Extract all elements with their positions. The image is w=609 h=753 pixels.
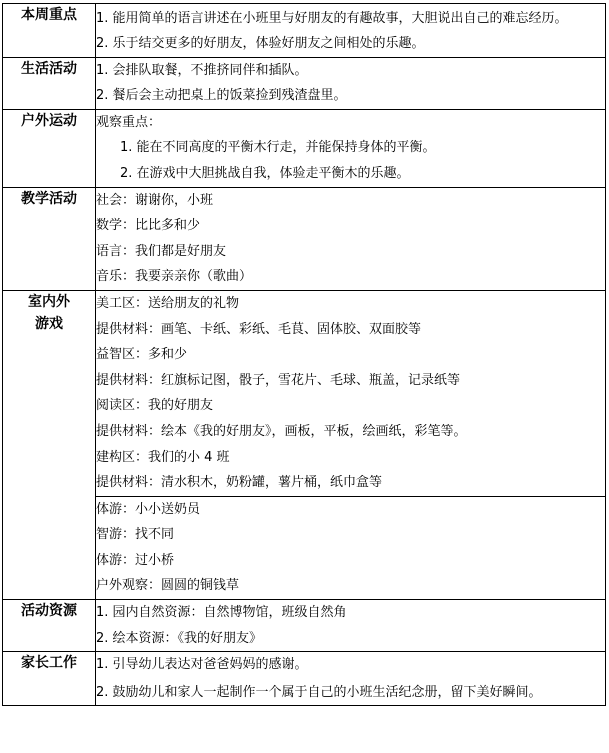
game-item: 体游：过小桥	[96, 552, 175, 568]
parent-item-2: 2. 鼓励幼儿和家人一起制作一个属于自己的小班生活纪念册，留下美好瞬间。	[96, 684, 542, 700]
row-resources	[3, 600, 606, 652]
heading-indoor-outdoor-games	[3, 290, 96, 599]
heading-weekly-focus: 本周重点	[3, 4, 96, 58]
teaching-item: 数学：比比多和少	[96, 218, 201, 234]
life-item-2: 2. 餐后会主动把桌上的饭菜捡到残渣盘里。	[96, 88, 347, 104]
area-item: 提供材料：画笔、卡纸、彩纸、毛茛、固体胶、双面胶等	[96, 321, 422, 337]
parent-item-1: 1. 引导幼儿表达对爸爸妈妈的感谢。	[96, 657, 308, 673]
heading-parent-work: 家长工作	[3, 652, 96, 706]
outdoor-item-1: 1. 能在不同高度的平衡木行走，并能保持身体的平衡。	[120, 140, 436, 156]
cell-parent-work	[96, 652, 606, 706]
heading-activity-resources: 活动资源	[3, 600, 96, 652]
area-item: 阅读区：我的好朋友	[96, 398, 214, 414]
cell-indoor-areas	[96, 290, 606, 496]
cell-activity-resources	[96, 600, 606, 652]
area-item: 益智区：多和少	[96, 347, 188, 363]
heading-teaching-activity: 教学活动	[3, 187, 96, 290]
focus-item-1: 1. 能用简单的语言讲述在小班里与好朋友的有趣故事，大胆说出自己的难忘经历。	[96, 11, 568, 26]
cell-teaching-activity	[96, 187, 606, 290]
heading-outdoor-sport: 户外运动	[3, 109, 96, 187]
cell-outdoor-sport	[96, 109, 606, 187]
heading-games-line-1: 室内外	[28, 293, 70, 310]
teaching-item: 语言：我们都是好朋友	[96, 243, 227, 259]
area-item: 提供材料：红旗标记图，骰子，雪花片、毛球、瓶盖，记录纸等	[96, 372, 461, 388]
game-item: 体游：小小送奶员	[96, 501, 201, 517]
game-item: 智游：找不同	[96, 527, 175, 543]
outdoor-item-2: 2. 在游戏中大胆挑战自我，体验走平衡木的乐趣。	[120, 165, 410, 181]
cell-life-activity	[96, 57, 606, 109]
focus-item-2: 2. 乐于结交更多的好朋友，体验好朋友之间相处的乐趣。	[96, 36, 425, 51]
area-item: 美工区：送给朋友的礼物	[96, 295, 240, 311]
row-life	[3, 57, 606, 109]
resource-item-1: 1. 园内自然资源：自然博物馆，班级自然角	[96, 605, 347, 621]
heading-games-line-2: 游戏	[35, 315, 63, 332]
teaching-item: 音乐：我要亲亲你（歌曲）	[96, 269, 253, 285]
area-item: 提供材料：绘本《我的好朋友》，画板，平板，绘画纸，彩笔等。	[96, 423, 467, 439]
resource-item-2: 2. 绘本资源：《我的好朋友》	[96, 630, 263, 646]
row-parents	[3, 652, 606, 706]
row-focus	[3, 4, 606, 58]
area-item: 提供材料：清水积木，奶粉罐，薯片桶，纸巾盒等	[96, 475, 383, 491]
weekly-plan-table	[2, 3, 606, 706]
game-item: 户外观察：圆圆的铜钱草	[96, 578, 240, 594]
row-outdoor	[3, 109, 606, 187]
cell-games	[96, 496, 606, 599]
teaching-item: 社会：谢谢你，小班	[96, 192, 214, 208]
outdoor-intro: 观察重点：	[96, 114, 162, 130]
area-item: 建构区：我们的小 4 班	[96, 449, 230, 465]
cell-weekly-focus	[96, 4, 606, 58]
life-item-1: 1. 会排队取餐，不推挤同伴和插队。	[96, 62, 308, 78]
row-teaching	[3, 187, 606, 290]
row-indoor-areas	[3, 290, 606, 496]
heading-life-activity: 生活活动	[3, 57, 96, 109]
